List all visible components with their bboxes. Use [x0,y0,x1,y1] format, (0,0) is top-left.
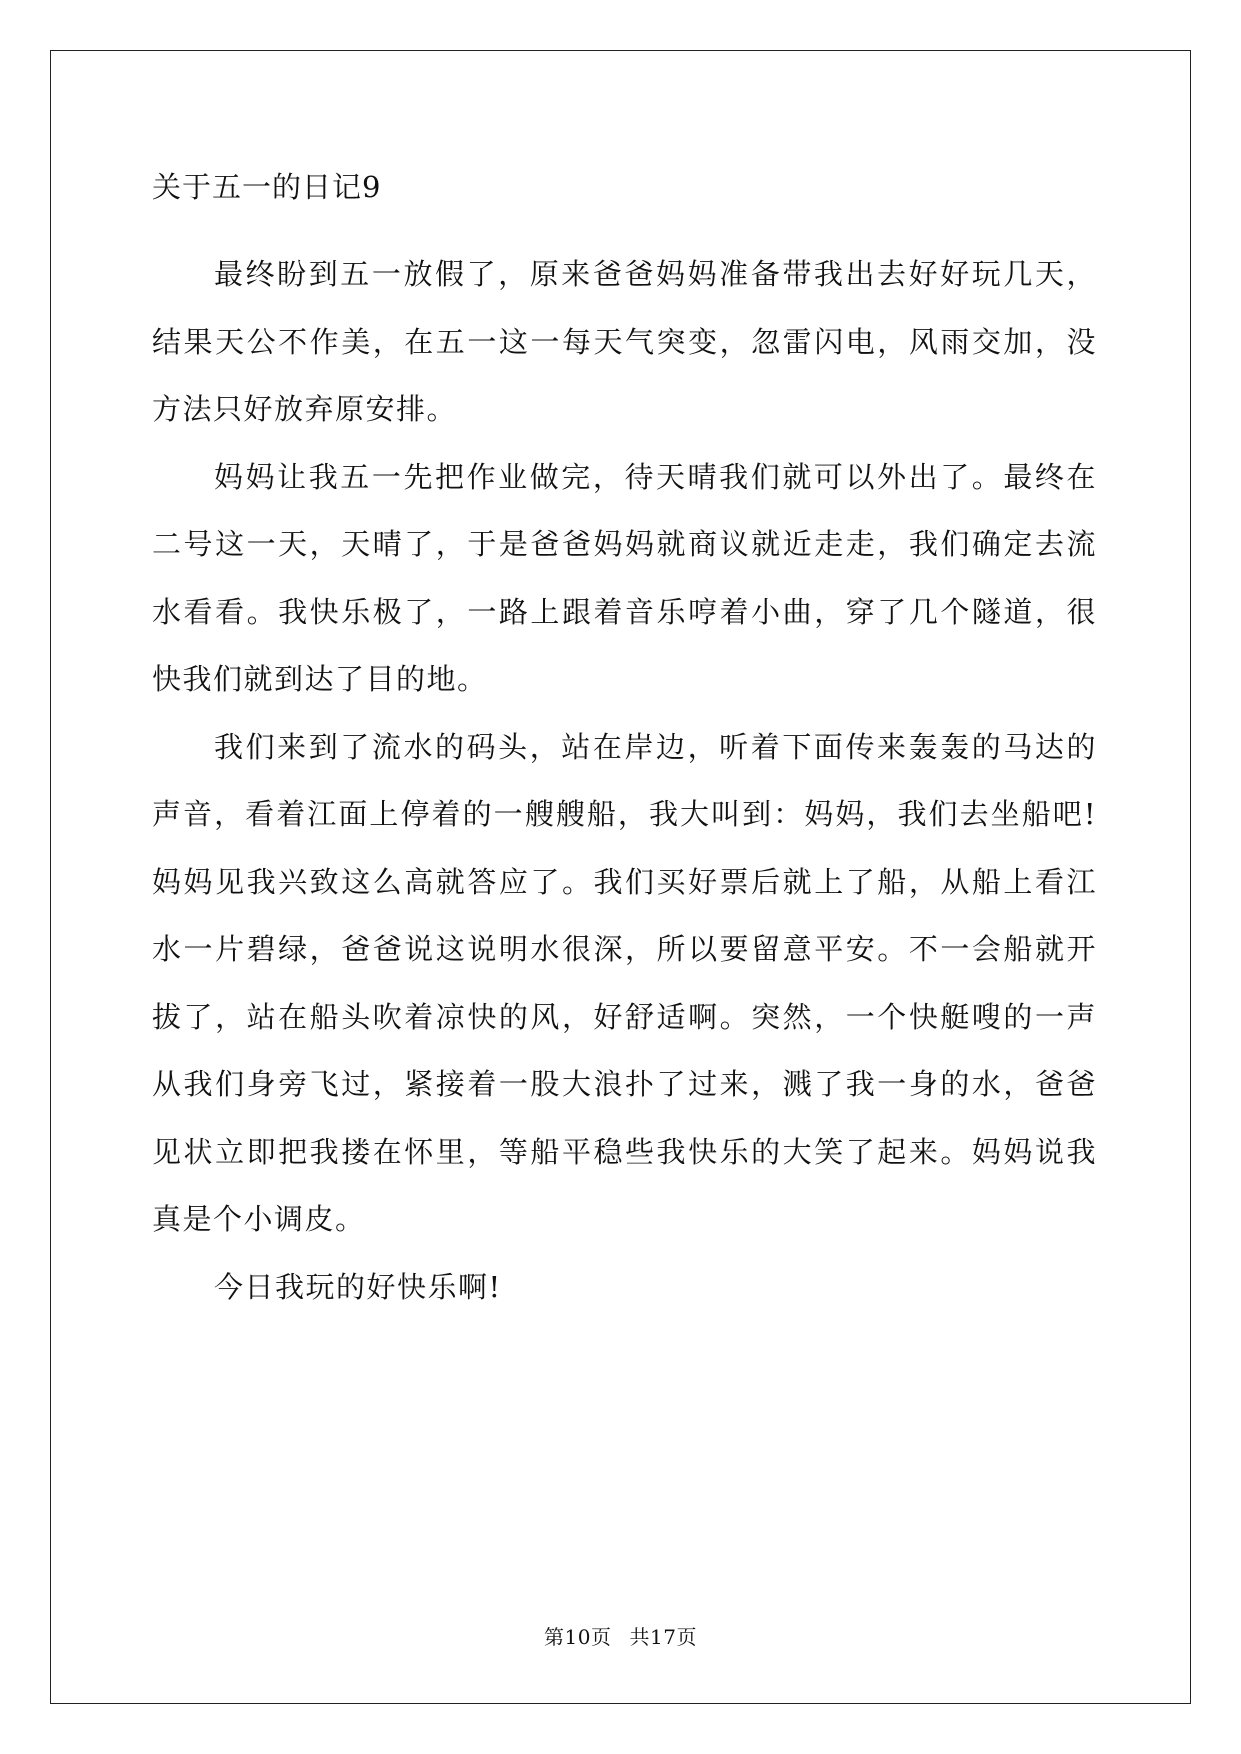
paragraph-1: 最终盼到五一放假了，原来爸爸妈妈准备带我出去好好玩几天，结果天公不作美，在五一这一每天气突变，忽雷闪电，风雨交加，没方法只好放弃原安排。 [152,257,1097,426]
document-title: 关于五一的日记9 [152,170,382,204]
paragraph-4: 今日我玩的好快乐啊! [214,1269,502,1304]
paragraph-2: 妈妈让我五一先把作业做完，待天晴我们就可以外出了。最终在二号这一天，天晴了，于是爸爸妈妈就商议就近走走，我们确定去流水看看。我快乐极了，一路上跟着音乐哼着小曲，穿了几个隧道，很快我们就到达了目的地。 [152,459,1097,696]
paragraph-3: 我们来到了流水的码头，站在岸边，听着下面传来轰轰的马达的声音，看着江面上停着的一艘艘船，我大叫到：妈妈，我们去坐船吧!妈妈见我兴致这么高就答应了。我们买好票后就上了船，从船上看江水一片碧绿，爸爸说这说明水很深，所以要留意平安。不一会船就开拔了，站在船头吹着凉快的风，好舒适啊。突然，一个快艇嗖的一声从我们身旁飞过，紧接着一股大浪扑了过来，溅了我一身的水，爸爸见状立即把我搂在怀里，等船平稳些我快乐的大笑了起来。妈妈说我真是个小调皮。 [152,729,1097,1236]
page-footer [0,1625,1241,1649]
total-pages-label: 共17页 [629,1625,697,1649]
document-body [152,165,1097,1321]
current-page-label: 第10页 [544,1625,612,1649]
